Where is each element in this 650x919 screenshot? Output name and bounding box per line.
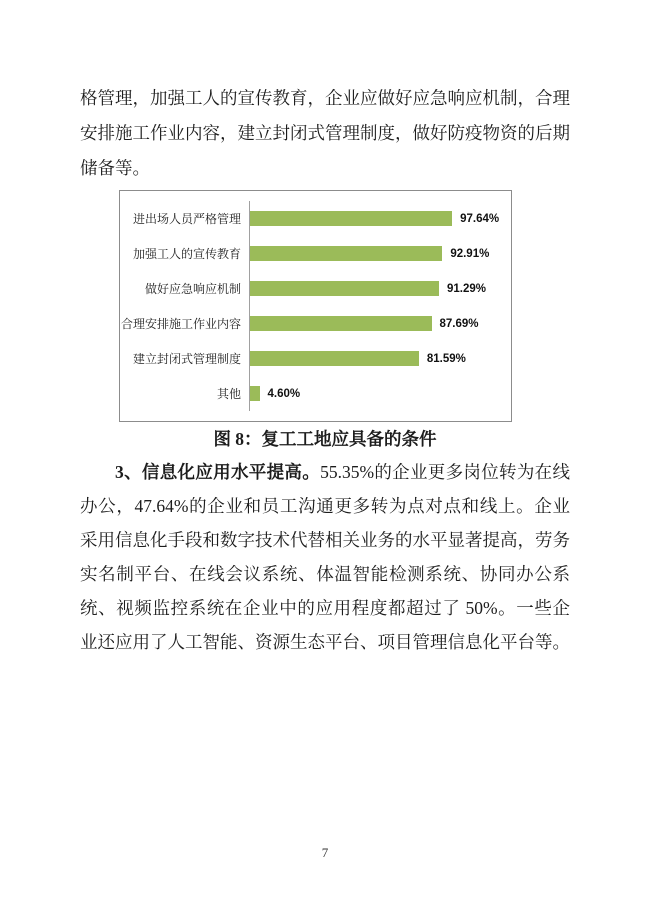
figure-caption: 图 8：复工工地应具备的条件 (213, 429, 437, 449)
chart-bar-cell (249, 306, 511, 341)
chart-bar (250, 246, 442, 261)
chart-value-label: 97.64% (460, 212, 500, 225)
paragraph-lead-bold: 3、信息化应用水平提高。 (115, 462, 321, 482)
chart-category-label: 进出场人员严格管理 (132, 212, 241, 226)
chart-plot-area (120, 201, 511, 411)
chart-category-label: 建立封闭式管理制度 (132, 352, 241, 366)
chart-bar (250, 211, 452, 226)
chart-category-label: 其他 (216, 387, 241, 401)
chart-bar (250, 351, 419, 366)
chart-category-label: 做好应急响应机制 (144, 282, 241, 296)
paragraph-continuation: 格管理，加强工人的宣传教育，企业应做好应急响应机制，合理安排施工作业内容，建立封闭式管理制度，做好防疫物资的后期储备等。 (80, 88, 570, 178)
chart-bar (250, 281, 439, 296)
chart-value-label: 92.91% (450, 247, 490, 260)
bar-chart-figure (119, 190, 512, 422)
chart-category-label: 合理安排施工作业内容 (120, 317, 241, 331)
chart-row (120, 271, 511, 306)
chart-row (120, 201, 511, 236)
chart-bar-cell (249, 271, 511, 306)
chart-row (120, 306, 511, 341)
chart-row (120, 376, 511, 411)
paragraph-body-text: 55.35%的企业更多岗位转为在线办公，47.64%的企业和员工沟通更多转为点对点和线上。企业采用信息化手段和数字技术代替相关业务的水平显著提高，劳务实名制平台、在线会议系统、体温智能检测系统、协同办公系统、视频监控系统在企业中的应用程度都超过了 50%。一些企业还应用了人工智能、资源生态平台、项目管理信息化平台等。 (80, 462, 571, 652)
chart-bar-cell (249, 236, 511, 271)
chart-value-label: 4.60% (267, 387, 301, 400)
chart-bar (250, 386, 260, 401)
chart-value-label: 81.59% (426, 352, 466, 365)
chart-bar-cell (249, 376, 511, 411)
chart-bar-cell (249, 341, 511, 376)
chart-value-label: 87.69% (439, 317, 479, 330)
chart-row (120, 341, 511, 376)
chart-bar-cell (249, 201, 511, 236)
chart-bar (250, 316, 432, 331)
page-number: 7 (321, 845, 329, 860)
paragraph-informatization (80, 455, 570, 659)
chart-category-label: 加强工人的宣传教育 (132, 247, 241, 261)
chart-value-label: 91.29% (446, 282, 486, 295)
chart-row (120, 236, 511, 271)
